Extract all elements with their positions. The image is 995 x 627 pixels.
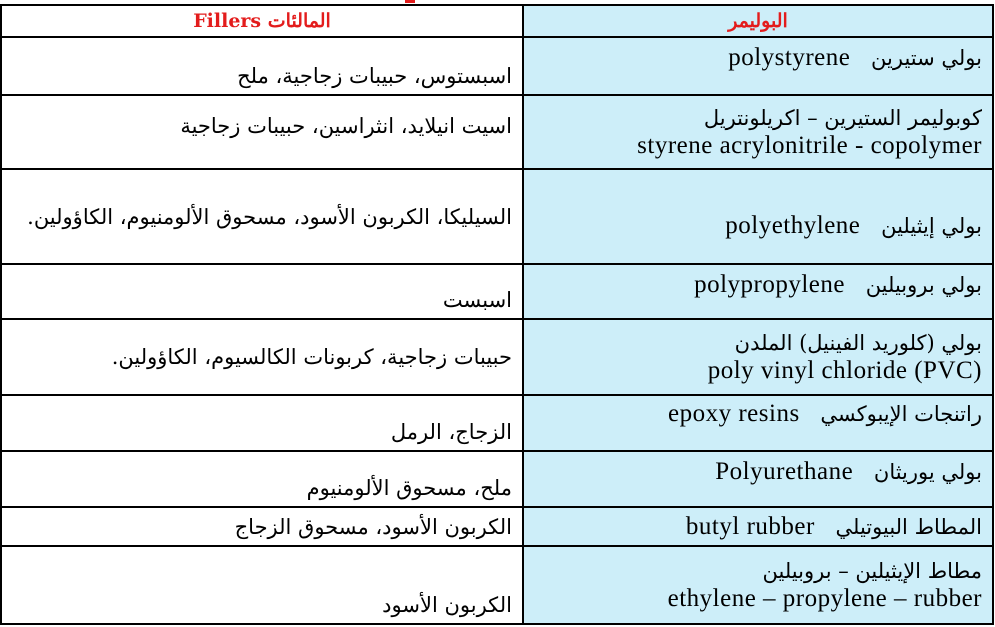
polymer-name-ar: المطاط البيوتيلي [835,514,982,539]
table-row [1,319,993,395]
polymer-cell [523,451,993,507]
filler-cell: السيليكا، الكربون الأسود، مسحوق الألومنيوم، الكاؤولين. [1,169,523,264]
cropped-heading-fragment [405,0,415,3]
polymer-name-en: Polyurethane [715,458,854,485]
polymer-cell [523,95,993,169]
table-row [1,451,993,507]
header-fillers-en: Fillers [193,10,262,32]
polymer-name-en: epoxy resins [668,400,800,427]
polymer-fillers-table [0,4,994,625]
table-row [1,264,993,319]
polymer-cell [523,546,993,624]
table-row [1,169,993,264]
polymer-cell [523,507,993,546]
polymer-name-en: polypropylene [694,271,845,298]
table-row [1,507,993,546]
filler-cell: الزجاج، الرمل [1,395,523,451]
polymer-name-ar: بولي (كلوريد الفينيل) الملدن [734,331,982,355]
polymer-name-ar: بولي يوريثان [873,460,982,484]
polymer-cell [523,319,993,395]
table-row [1,37,993,95]
filler-cell: ملح، مسحوق الألومنيوم [1,451,523,507]
polymer-name-en: polyethylene [725,211,861,239]
table-row [1,95,993,169]
filler-cell: اسبست [1,264,523,319]
polymer-name [715,460,982,484]
polymer-name [728,46,982,70]
filler-cell: حبيبات زجاجية، كربونات الكالسيوم، الكاؤولين. [1,319,523,395]
polymer-name-ar: بولي بروبيلين [865,273,982,297]
polymer-name-ar: بولي إيثيلين [881,213,982,238]
filler-cell: الكربون الأسود [1,546,523,624]
polymer-cell [523,169,993,264]
header-row [1,5,993,37]
polymer-name-ar: بولي ستيرين [871,46,982,70]
polymer-name-en: polystyrene [728,44,851,71]
polymer-cell [523,395,993,451]
header-fillers [1,5,523,37]
polymer-name-en: ethylene – propylene – rubber [667,585,982,612]
polymer-name [668,402,982,426]
header-fillers-ar: المالئات [267,10,331,32]
polymer-name-en: styrene acrylonitrile - copolymer [637,132,982,159]
filler-cell: الكربون الأسود، مسحوق الزجاج [1,507,523,546]
polymer-name [694,273,982,297]
polymer-name-ar: راتنجات الإيبوكسي [820,402,982,426]
polymer-name [725,211,982,239]
polymer-name-en: butyl rubber [685,512,815,540]
header-polymer: البوليمر [523,5,993,37]
polymer-name-ar: كوبوليمر الستيرين – اكريلونتريل [703,106,982,130]
polymer-name-en: poly vinyl chloride (PVC) [707,357,982,384]
polymer-name [685,512,982,540]
filler-cell: اسيت انيلايد، انثراسين، حبيبات زجاجية [1,95,523,169]
polymer-cell [523,264,993,319]
polymer-cell [523,37,993,95]
table-row [1,395,993,451]
polymer-name-ar: مطاط الإيثيلين – بروبيلين [762,559,982,583]
filler-cell: اسبستوس، حبيبات زجاجية، ملح [1,37,523,95]
table-row [1,546,993,624]
